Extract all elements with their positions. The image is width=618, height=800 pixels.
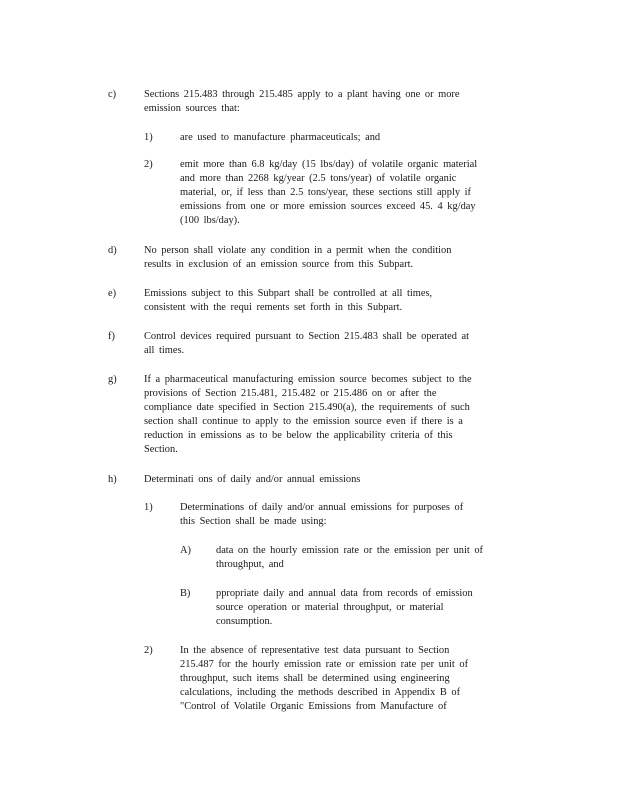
text-line: data on the hourly emission rate or the emission per unit of (216, 545, 483, 556)
text-line: (100 lbs/day). (180, 215, 240, 226)
text-line: and more than 2268 kg/year (2.5 tons/year) of volatile organic (180, 173, 457, 184)
item-label: d) (108, 245, 117, 256)
text-line: Determinations of daily and/or annual emissions for purposes of (180, 502, 464, 513)
text-line: Emissions subject to this Subpart shall be controlled at all times, (144, 288, 433, 299)
text-line: provisions of Section 215.481, 215.482 or 215.486 on or after the (144, 388, 437, 399)
text-line: ppropriate daily and annual data from records of emission (216, 588, 473, 599)
text-line: emit more than 6.8 kg/day (15 lbs/day) of volatile organic material (180, 159, 478, 170)
text-line: source operation or material throughput, or material (216, 602, 444, 613)
text-line: reduction in emissions as to be below the applicability criteria of this (144, 430, 453, 441)
text-line: emission sources that: (144, 103, 240, 114)
item-label: h) (108, 474, 117, 485)
text-line: Control devices required pursuant to Section 215.483 shall be operated at (144, 331, 470, 342)
item-label: B) (180, 588, 191, 599)
text-line: consumption. (216, 616, 273, 627)
item-label: 2) (144, 645, 153, 656)
item-label: e) (108, 288, 117, 299)
text-line: material, or, if less than 2.5 tons/year, these sections still apply if (180, 187, 471, 198)
text-line: section shall continue to apply to the emission source even if there is a (144, 416, 463, 427)
item-label: g) (108, 374, 117, 385)
item-label: 1) (144, 132, 153, 143)
text-line: all times. (144, 345, 185, 356)
item-label: A) (180, 545, 191, 556)
text-line: calculations, including the methods described in Appendix B of (180, 687, 461, 698)
text-line: compliance date specified in Section 215.490(a), the requirements of such (144, 402, 470, 413)
text-line: In the absence of representative test data pursuant to Section (180, 645, 450, 656)
text-line: this Section shall be made using: (180, 516, 327, 527)
text-line: throughput, such items shall be determined using engineering (180, 673, 450, 684)
text-line: Sections 215.483 through 215.485 apply to a plant having one or more (144, 89, 460, 100)
text-line: emissions from one or more emission sources exceed 45. 4 kg/day (180, 201, 476, 212)
item-label: 2) (144, 159, 153, 170)
text-line: are used to manufacture pharmaceuticals; and (180, 132, 381, 143)
text-line: throughput, and (216, 559, 284, 570)
text-line: results in exclusion of an emission source from this Subpart. (144, 259, 414, 270)
text-line: No person shall violate any condition in a permit when the condition (144, 245, 452, 256)
text-line: Section. (144, 444, 178, 455)
text-line: If a pharmaceutical manufacturing emission source becomes subject to the (144, 374, 472, 385)
item-label: f) (108, 331, 115, 342)
text-line: consistent with the requi rements set forth in this Subpart. (144, 302, 403, 313)
text-line: Determinati ons of daily and/or annual emissions (144, 474, 361, 485)
text-line: "Control of Volatile Organic Emissions from Manufacture of (180, 701, 447, 712)
item-label: 1) (144, 502, 153, 513)
item-label: c) (108, 89, 117, 100)
text-line: 215.487 for the hourly emission rate or emission rate per unit of (180, 659, 469, 670)
